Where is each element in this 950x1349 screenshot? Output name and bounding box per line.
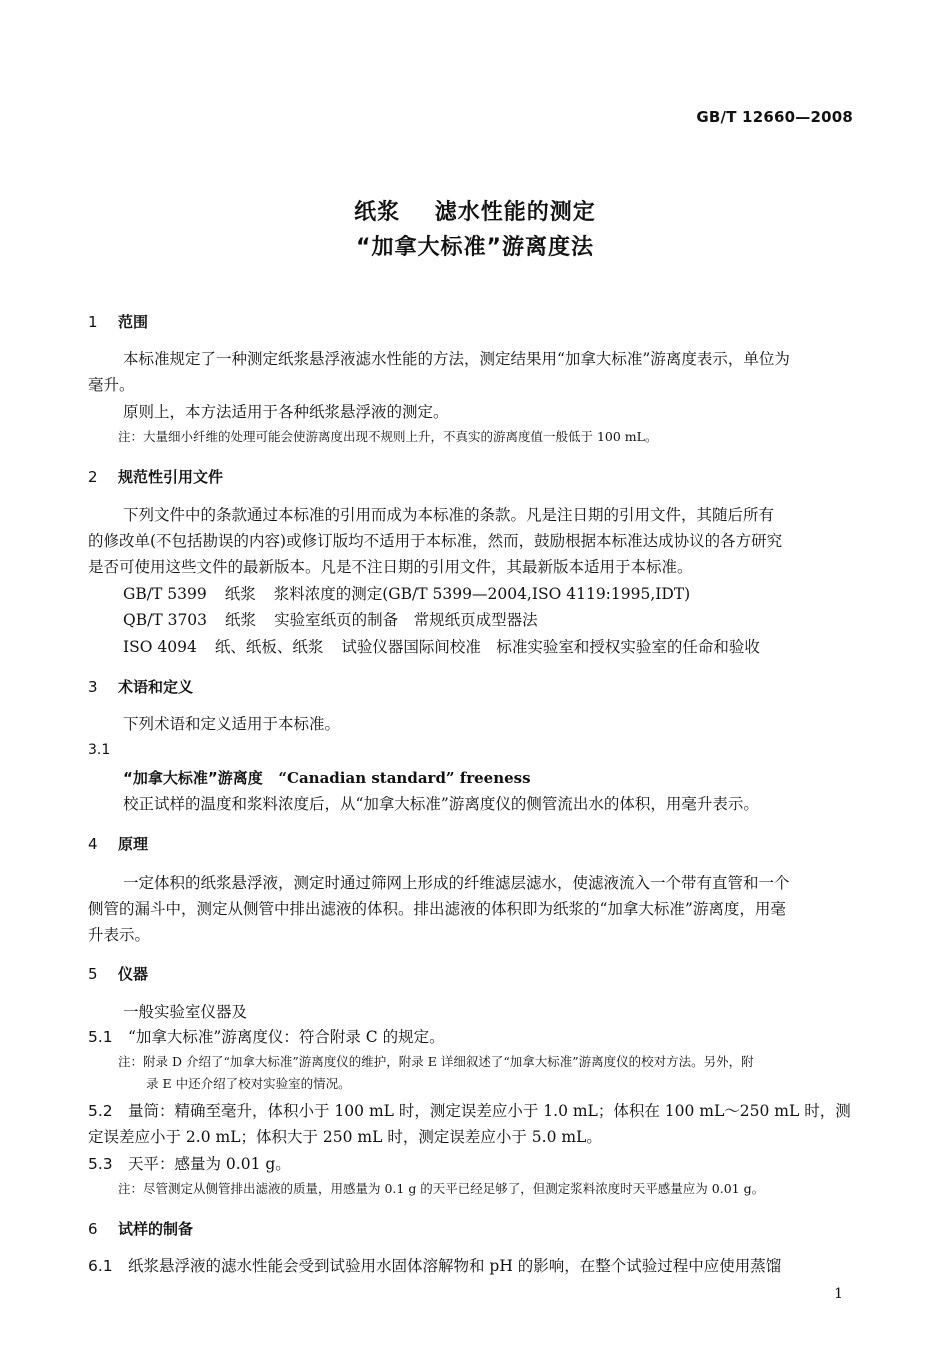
term-entry xyxy=(123,767,531,788)
section-number: 1 xyxy=(88,313,98,331)
section-number: 3 xyxy=(88,678,98,696)
subsection-5-3 xyxy=(88,1152,291,1177)
paragraph: 侧管的漏斗中，测定从侧管中排出滤液的体积。排出滤液的体积即为纸浆的“加拿大标准”游离度，用毫 xyxy=(88,900,786,918)
paragraph: 下列术语和定义适用于本标准。 xyxy=(123,715,341,733)
section-1-heading xyxy=(88,311,148,332)
paragraph: 原则上，本方法适用于各种纸浆悬浮液的测定。 xyxy=(123,403,449,421)
section-title: 仪器 xyxy=(118,965,149,983)
section-6-heading xyxy=(88,1218,193,1239)
reference-category: 纸浆 xyxy=(225,611,257,629)
paragraph: 下列文件中的条款通过本标准的引用而成为本标准的条款。凡是注日期的引用文件，其随后所有 xyxy=(123,506,775,524)
subsection-number: 5.1 xyxy=(88,1028,113,1046)
reference-code: GB/T 5399 xyxy=(123,585,207,603)
term-definition: 校正试样的温度和浆料浓度后，从“加拿大标准”游离度仪的侧管流出水的体积，用毫升表示。 xyxy=(123,795,759,813)
section-2-heading xyxy=(88,466,223,487)
section-5-heading xyxy=(88,963,148,984)
note: 录 E 中还介绍了校对实验室的情况。 xyxy=(146,1076,351,1091)
term-chinese: “加拿大标准”游离度 xyxy=(123,769,263,787)
section-number: 4 xyxy=(88,835,98,853)
paragraph: 升表示。 xyxy=(88,926,151,944)
subsection-6-1 xyxy=(88,1254,781,1279)
standard-number: GB/T 12660—2008 xyxy=(696,108,853,126)
note: 注：大量细小纤维的处理可能会使游离度出现不规则上升，不真实的游离度值一般低于 100 mL。 xyxy=(118,429,658,444)
paragraph: 毫升。 xyxy=(88,376,135,394)
reference-item xyxy=(123,582,708,604)
term-english: “Canadian standard” freeness xyxy=(278,769,531,787)
reference-title: 实验室纸页的制备 常规纸页成型器法 xyxy=(274,611,538,629)
paragraph: 的修改单(不包括勘误的内容)或修订版均不适用于本标准，然而，鼓励根据本标准达成协议的各方研究 xyxy=(88,532,783,550)
subsection-number: 6.1 xyxy=(88,1257,113,1275)
paragraph: 一定体积的纸浆悬浮液，测定时通过筛网上形成的纤维滤层滤水，使滤液流入一个带有直管和一个 xyxy=(123,874,790,892)
reference-category: 纸、纸板、纸浆 xyxy=(214,638,324,656)
subsection-5-2 xyxy=(88,1099,851,1124)
subsection-5-1 xyxy=(88,1025,445,1050)
reference-item xyxy=(123,608,556,630)
subsection-number: 5.3 xyxy=(88,1155,113,1173)
section-title: 范围 xyxy=(118,313,149,331)
reference-title: 浆料浓度的测定(GB/T 5399—2004,ISO 4119:1995,IDT) xyxy=(273,585,691,603)
reference-category: 纸浆 xyxy=(224,585,256,603)
subsection-text: “加拿大标准”游离度仪：符合附录 C 的规定。 xyxy=(128,1028,445,1046)
section-number: 5 xyxy=(88,965,98,983)
section-3-heading xyxy=(88,676,193,697)
title-line-2: “加拿大标准”游离度法 xyxy=(356,235,594,260)
reference-code: ISO 4094 xyxy=(123,638,197,656)
section-title: 原理 xyxy=(118,835,149,853)
page-number: 1 xyxy=(834,1286,843,1302)
title-line-1: 纸浆 滤水性能的测定 xyxy=(354,200,596,225)
note: 注：附录 D 介绍了“加拿大标准”游离度仪的维护，附录 E 详细叙述了“加拿大标准”游离度仪的校对方法。另外，附 xyxy=(118,1054,754,1069)
note: 注：尽管测定从侧管排出滤液的质量，用感量为 0.1 g 的天平已经足够了，但测定浆料浓度时天平感量应为 0.01 g。 xyxy=(118,1181,765,1196)
reference-title: 试验仪器国际间校准 标准实验室和授权实验室的任命和验收 xyxy=(341,638,760,656)
section-number: 6 xyxy=(88,1220,98,1238)
subsection-text: 纸浆悬浮液的滤水性能会受到试验用水固体溶解物和 pH 的影响，在整个试验过程中应使用蒸馏 xyxy=(128,1257,782,1275)
section-4-heading xyxy=(88,833,148,854)
paragraph: 是否可使用这些文件的最新版本。凡是不注日期的引用文件，其最新版本适用于本标准。 xyxy=(88,558,693,576)
reference-item xyxy=(123,635,778,657)
subsection-text: 量筒：精确至毫升，体积小于 100 mL 时，测定误差应小于 1.0 mL；体积在 100 mL～250 mL 时，测 xyxy=(128,1102,851,1120)
section-number: 2 xyxy=(88,468,98,486)
reference-code: QB/T 3703 xyxy=(123,611,208,629)
section-title: 术语和定义 xyxy=(118,678,194,696)
section-title: 试样的制备 xyxy=(118,1220,194,1238)
paragraph: 一般实验室仪器及 xyxy=(123,1003,248,1021)
subsection-number: 3.1 xyxy=(88,742,111,758)
paragraph: 本标准规定了一种测定纸浆悬浮液滤水性能的方法，测定结果用“加拿大标准”游离度表示，单位为 xyxy=(123,350,790,368)
subsection-number: 5.2 xyxy=(88,1102,113,1120)
paragraph: 定误差应小于 2.0 mL；体积大于 250 mL 时，测定误差应小于 5.0 mL。 xyxy=(88,1128,602,1146)
subsection-text: 天平：感量为 0.01 g。 xyxy=(128,1155,291,1173)
section-title: 规范性引用文件 xyxy=(118,468,224,486)
